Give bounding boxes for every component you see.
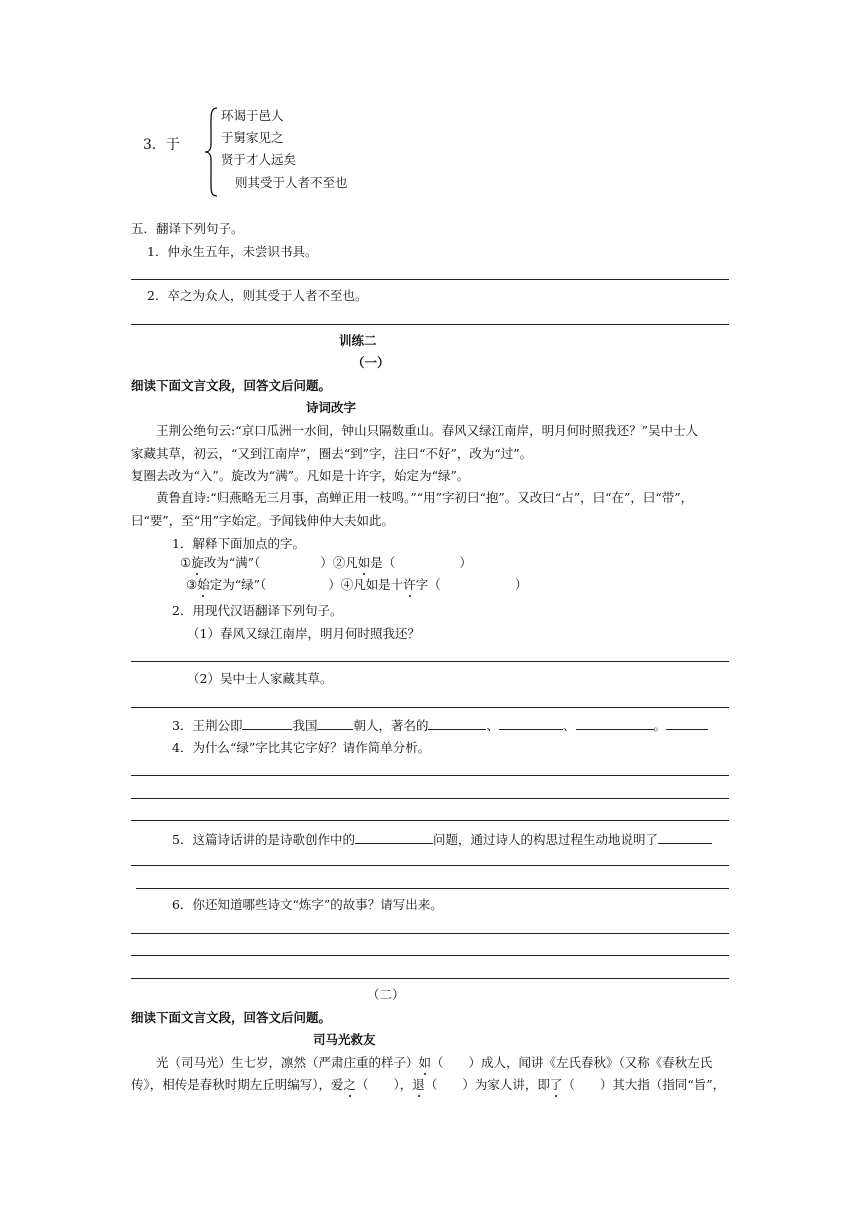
passage-title: 诗词改字: [306, 400, 357, 415]
answer-line[interactable]: [131, 661, 729, 662]
passage-line: 曰“要”，至“用”字始定。予闻钱伸仲大夫如此。: [131, 513, 395, 528]
answer-line[interactable]: [131, 933, 729, 934]
question-1-title: 1．解释下面加点的字。: [172, 536, 305, 551]
question-2-title: 2．用现代汉语翻译下列句子。: [172, 603, 343, 618]
fill-blank[interactable]: [499, 717, 563, 730]
question-4: 4．为什么“绿”字比其它字好？请作简单分析。: [172, 740, 431, 755]
fill-blank[interactable]: [317, 717, 353, 730]
answer-line[interactable]: [131, 865, 729, 866]
question-2-sentence-1: （1）春风又绿江南岸，明月何时照我还？: [187, 626, 420, 641]
question-3: 3．王荆公即 我国 朝人，著名的 、 、 。: [172, 717, 708, 734]
question-5: 5．这篇诗话讲的是诗歌创作中的 问题，通过诗人的构思过程生动地说明了: [172, 831, 712, 848]
question-1-row-1: ①旋改为“满”（ ）②凡如是（ ）: [180, 555, 472, 570]
answer-line[interactable]: [131, 707, 729, 708]
passage-line: 家藏其草，初云，“又到江南岸”，圈去“到”字，注曰“不好”，改为“过”。: [131, 446, 533, 461]
q3-item-3: 贤于才人远矣: [221, 152, 297, 167]
q3-label: 3．于: [143, 137, 180, 153]
q3-item-4: 则其受于人者不至也: [235, 175, 348, 190]
answer-line[interactable]: [131, 820, 729, 821]
fill-blank[interactable]: [242, 717, 292, 730]
answer-line[interactable]: [131, 279, 729, 280]
answer-line[interactable]: [131, 798, 729, 799]
section5-title: 五．翻译下列句子。: [131, 221, 244, 236]
training-title: 训练二: [339, 333, 377, 348]
passage-line: 传》，相传是春秋时期左丘明编写），爱之（ ），退（ ）为家人讲，即了（ ）其大指（指同“旨”，: [131, 1077, 726, 1092]
answer-line[interactable]: [131, 324, 729, 325]
curly-brace-icon: [203, 106, 219, 198]
question-6: 6．你还知道哪些诗文“炼字”的故事？请写出来。: [172, 897, 443, 912]
fill-blank[interactable]: [576, 717, 654, 730]
passage-line: 黄鲁直诗:“归燕略无三月事，高蝉正用一枝鸣。”“用”字初曰“抱”。又改曰“占”，曰“在”，曰“带”，: [156, 490, 694, 505]
instruction: 细读下面文言文段，回答文后问题。: [131, 378, 332, 393]
passage-line: 王荆公绝句云:“京口瓜洲一水间，钟山只隔数重山。春风又绿江南岸，明月何时照我还？”吴中士人: [156, 423, 698, 438]
answer-line[interactable]: [131, 775, 729, 776]
question-2-sentence-2: （2）吴中士人家藏其草。: [187, 671, 333, 686]
q3-item-2: 于舅家见之: [221, 130, 284, 145]
section5-question-2: 2．卒之为众人，则其受于人者不至也。: [147, 288, 368, 303]
part-label-2: （二）: [367, 987, 405, 1002]
instruction: 细读下面文言文段，回答文后问题。: [131, 1010, 332, 1025]
fill-blank[interactable]: [428, 717, 486, 730]
q3-item-1: 环谒于邑人: [221, 108, 284, 123]
answer-line[interactable]: [131, 955, 729, 956]
passage-title: 司马光救友: [313, 1032, 376, 1047]
part-label-1: （一）: [352, 355, 390, 370]
fill-blank[interactable]: [355, 831, 433, 844]
passage-line: 复圈去改为“入”。旋改为“满”。凡如是十许字，始定为“绿”。: [131, 468, 470, 483]
passage-line: 光（司马光）生七岁，凛然（严肃庄重的样子）如（ ）成人，闻讲《左氏春秋》（又称《春秋左氏: [156, 1055, 713, 1070]
fill-blank[interactable]: [666, 717, 708, 730]
section5-question-1: 1．仲永生五年，未尝识书具。: [147, 244, 318, 259]
answer-line[interactable]: [131, 978, 729, 979]
answer-line[interactable]: [136, 888, 729, 889]
question-1-row-2: ③始定为“绿”（ ）④凡如是十许字（ ）: [186, 577, 528, 592]
fill-blank[interactable]: [658, 831, 712, 844]
